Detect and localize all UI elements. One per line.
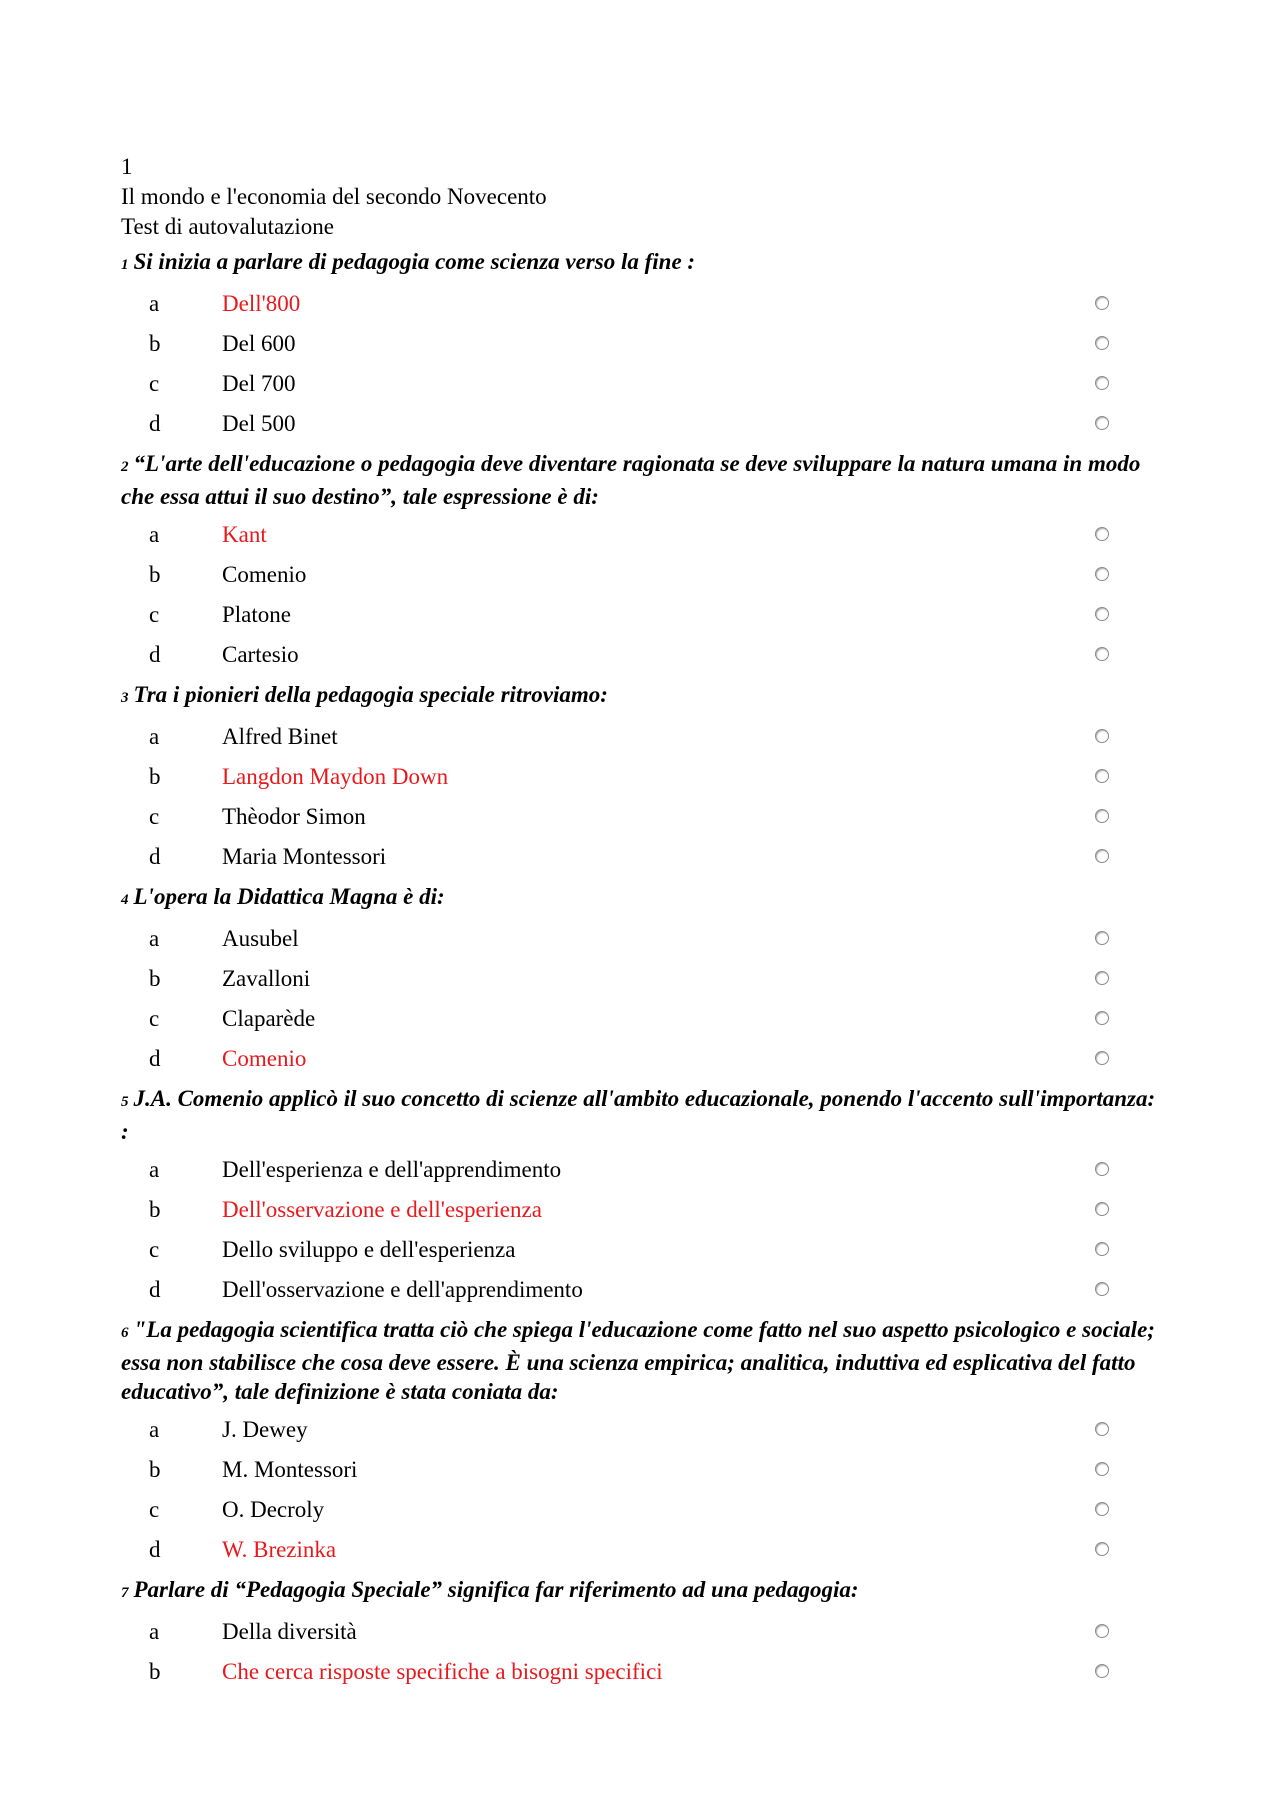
answer-option-c[interactable]: [121, 595, 1161, 635]
question-prompt: Tra i pionieri della pedagogia speciale ritroviamo:: [133, 682, 608, 707]
answer-option-b[interactable]: [121, 1190, 1161, 1230]
radio-button-icon[interactable]: [1095, 647, 1109, 661]
option-letter: d: [149, 1537, 161, 1562]
question-prompt: L'opera la Didattica Magna è di:: [133, 884, 445, 909]
option-letter: d: [149, 1046, 161, 1071]
answer-option-c[interactable]: [121, 1230, 1161, 1270]
answer-option-b[interactable]: [121, 555, 1161, 595]
question-2: [121, 446, 1161, 675]
radio-button-icon[interactable]: [1095, 1282, 1109, 1296]
answer-option-b[interactable]: [121, 959, 1161, 999]
question-number: 5: [121, 1094, 129, 1110]
question-prompt: Parlare di “Pedagogia Speciale” significa far riferimento ad una pedagogia:: [133, 1577, 859, 1602]
radio-button-icon[interactable]: [1095, 809, 1109, 823]
option-label: Dell'osservazione e dell'apprendimento: [222, 1277, 583, 1302]
question-prompt: “L'arte dell'educazione o pedagogia deve diventare ragionata se deve sviluppare la natura umana in modo che essa attui il suo destino”, tale espressione è di:: [121, 451, 1141, 509]
answer-option-c[interactable]: [121, 797, 1161, 837]
option-letter: c: [149, 1006, 160, 1031]
radio-button-icon[interactable]: [1095, 729, 1109, 743]
option-letter: c: [149, 1237, 160, 1262]
option-label: Dello sviluppo e dell'esperienza: [222, 1237, 516, 1262]
answer-option-a[interactable]: [121, 1410, 1161, 1450]
radio-button-icon[interactable]: [1095, 1502, 1109, 1516]
option-letter: a: [149, 1417, 160, 1442]
answer-option-b[interactable]: [121, 324, 1161, 364]
option-letter: a: [149, 926, 160, 951]
answer-option-a[interactable]: [121, 919, 1161, 959]
option-letter: b: [149, 1659, 161, 1684]
question-number: 4: [121, 892, 129, 908]
document-page: [121, 152, 1161, 1692]
page-number: 1: [121, 154, 133, 179]
radio-button-icon[interactable]: [1095, 849, 1109, 863]
option-letter: c: [149, 804, 160, 829]
answer-option-a[interactable]: [121, 1150, 1161, 1190]
answer-option-a[interactable]: [121, 717, 1161, 757]
radio-button-icon[interactable]: [1095, 527, 1109, 541]
answer-option-a[interactable]: [121, 1612, 1161, 1652]
option-label-correct: Dell'osservazione e dell'esperienza: [222, 1197, 542, 1222]
option-label: Dell'esperienza e dell'apprendimento: [222, 1157, 562, 1182]
option-label: Zavalloni: [222, 966, 311, 991]
option-letter: a: [149, 724, 160, 749]
radio-button-icon[interactable]: [1095, 336, 1109, 350]
course-title: Il mondo e l'economia del secondo Novecento: [121, 184, 547, 209]
option-letter: a: [149, 522, 160, 547]
question-prompt: Si inizia a parlare di pedagogia come scienza verso la fine :: [133, 249, 696, 274]
question-number: 2: [121, 459, 129, 475]
question-text: [121, 1312, 1161, 1410]
radio-button-icon[interactable]: [1095, 1202, 1109, 1216]
radio-button-icon[interactable]: [1095, 1242, 1109, 1256]
option-label: Della diversità: [222, 1619, 357, 1644]
option-label-correct: W. Brezinka: [222, 1537, 337, 1562]
radio-button-icon[interactable]: [1095, 971, 1109, 985]
radio-button-icon[interactable]: [1095, 607, 1109, 621]
question-text: [121, 1081, 1161, 1150]
question-7: [121, 1572, 1161, 1692]
option-letter: b: [149, 562, 161, 587]
answer-option-d[interactable]: [121, 404, 1161, 444]
option-label: Del 700: [222, 371, 296, 396]
option-label-correct: Che cerca risposte specifiche a bisogni specifici: [222, 1659, 663, 1684]
radio-button-icon[interactable]: [1095, 1624, 1109, 1638]
option-letter: b: [149, 764, 161, 789]
option-letter: b: [149, 1197, 161, 1222]
question-list: [121, 244, 1161, 1692]
radio-button-icon[interactable]: [1095, 1462, 1109, 1476]
radio-button-icon[interactable]: [1095, 1664, 1109, 1678]
question-number: 6: [121, 1325, 129, 1341]
option-letter: b: [149, 966, 161, 991]
option-label: Platone: [222, 602, 291, 627]
answer-option-c[interactable]: [121, 999, 1161, 1039]
question-number: 3: [121, 690, 129, 706]
option-label: M. Montessori: [222, 1457, 358, 1482]
question-3: [121, 677, 1161, 877]
option-label: Ausubel: [222, 926, 299, 951]
option-letter: d: [149, 844, 161, 869]
answer-option-b[interactable]: [121, 757, 1161, 797]
question-1: [121, 244, 1161, 444]
option-letter: d: [149, 411, 161, 436]
option-label: Alfred Binet: [222, 724, 338, 749]
radio-button-icon[interactable]: [1095, 567, 1109, 581]
radio-button-icon[interactable]: [1095, 1162, 1109, 1176]
option-letter: b: [149, 1457, 161, 1482]
answer-option-d[interactable]: [121, 1039, 1161, 1079]
radio-button-icon[interactable]: [1095, 416, 1109, 430]
option-label: O. Decroly: [222, 1497, 325, 1522]
radio-button-icon[interactable]: [1095, 376, 1109, 390]
question-5: [121, 1081, 1161, 1310]
question-4: [121, 879, 1161, 1079]
option-label-correct: Kant: [222, 522, 267, 547]
radio-button-icon[interactable]: [1095, 296, 1109, 310]
answer-option-b[interactable]: [121, 1450, 1161, 1490]
question-number: 1: [121, 257, 129, 273]
option-letter: b: [149, 331, 161, 356]
option-letter: a: [149, 1157, 160, 1182]
answer-option-b[interactable]: [121, 1652, 1161, 1692]
answer-option-a[interactable]: [121, 284, 1161, 324]
option-letter: a: [149, 1619, 160, 1644]
test-subtitle: Test di autovalutazione: [121, 214, 334, 239]
option-label-correct: Dell'800: [222, 291, 301, 316]
option-label: Del 500: [222, 411, 296, 436]
option-letter: a: [149, 291, 160, 316]
radio-button-icon[interactable]: [1095, 1011, 1109, 1025]
option-label: Comenio: [222, 562, 307, 587]
option-label: Del 600: [222, 331, 296, 356]
answer-option-c[interactable]: [121, 1490, 1161, 1530]
radio-button-icon[interactable]: [1095, 769, 1109, 783]
option-letter: c: [149, 371, 160, 396]
option-letter: d: [149, 1277, 161, 1302]
radio-button-icon[interactable]: [1095, 931, 1109, 945]
option-letter: c: [149, 602, 160, 627]
radio-button-icon[interactable]: [1095, 1422, 1109, 1436]
question-6: [121, 1312, 1161, 1570]
question-text: [121, 677, 1161, 717]
option-label-correct: Comenio: [222, 1046, 307, 1071]
question-text: [121, 879, 1161, 919]
answer-option-d[interactable]: [121, 1270, 1161, 1310]
answer-option-a[interactable]: [121, 515, 1161, 555]
answer-option-d[interactable]: [121, 635, 1161, 675]
option-label: J. Dewey: [222, 1417, 308, 1442]
option-label: Cartesio: [222, 642, 299, 667]
option-letter: d: [149, 642, 161, 667]
answer-option-d[interactable]: [121, 837, 1161, 877]
option-label: Maria Montessori: [222, 844, 387, 869]
question-prompt: J.A. Comenio applicò il suo concetto di scienze all'ambito educazionale, ponendo l'accento sull'importanza: :: [121, 1086, 1156, 1144]
question-number: 7: [121, 1585, 129, 1601]
option-label: Claparède: [222, 1006, 316, 1031]
radio-button-icon[interactable]: [1095, 1051, 1109, 1065]
option-letter: c: [149, 1497, 160, 1522]
question-text: [121, 244, 1161, 284]
radio-button-icon[interactable]: [1095, 1542, 1109, 1556]
question-text: [121, 1572, 1161, 1612]
answer-option-d[interactable]: [121, 1530, 1161, 1570]
answer-option-c[interactable]: [121, 364, 1161, 404]
option-label: Thèodor Simon: [222, 804, 366, 829]
option-label-correct: Langdon Maydon Down: [222, 764, 449, 789]
question-prompt: "La pedagogia scientifica tratta ciò che spiega l'educazione come fatto nel suo aspetto psicologico e sociale; essa non stabilisce che cosa deve essere. È una scienza empirica; analitica, induttiva ed esplicativa del fatto educativo”, tale definizione è stata coniata da:: [121, 1317, 1155, 1404]
question-text: [121, 446, 1161, 515]
